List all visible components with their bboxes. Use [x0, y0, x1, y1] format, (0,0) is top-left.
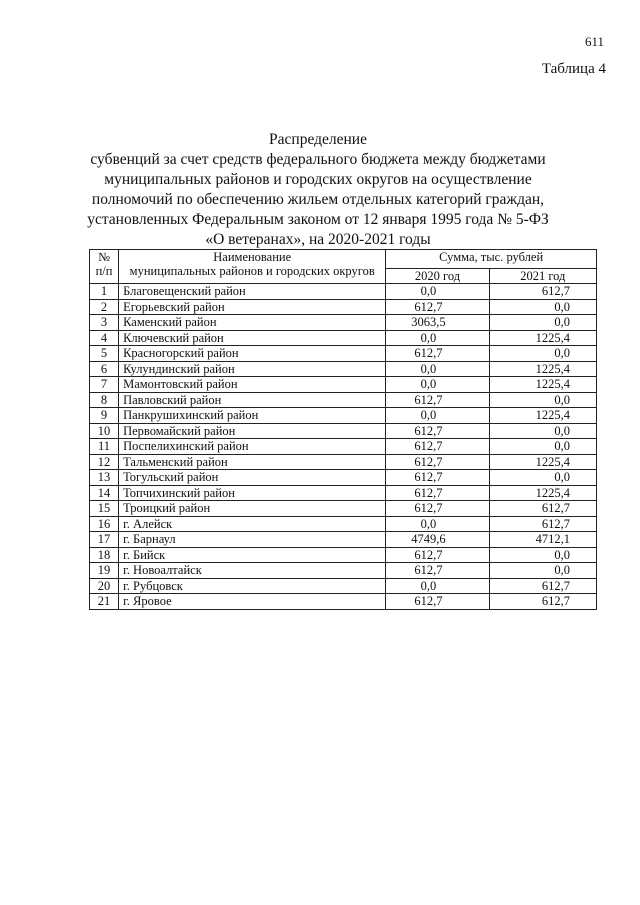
row-number-cell: 8 — [90, 392, 119, 408]
row-2020-value-cell: 612,7 — [386, 299, 489, 315]
row-name-cell: Красногорский район — [119, 346, 386, 362]
table-row — [90, 501, 597, 517]
row-2020-value-cell: 612,7 — [386, 454, 489, 470]
row-name-cell: Павловский район — [119, 392, 386, 408]
row-2021-value-cell: 1225,4 — [489, 408, 596, 424]
row-name-cell: г. Новоалтайск — [119, 563, 386, 579]
row-2021-value-cell: 612,7 — [489, 516, 596, 532]
row-2020-value-cell: 612,7 — [386, 563, 489, 579]
row-2020-value-cell: 0,0 — [386, 361, 489, 377]
row-2021-value-cell: 0,0 — [489, 392, 596, 408]
table-body — [90, 284, 597, 610]
row-2020-value-cell: 3063,5 — [386, 315, 489, 331]
row-number-cell: 14 — [90, 485, 119, 501]
table-row — [90, 532, 597, 548]
row-2021-value-cell: 612,7 — [489, 578, 596, 594]
page-number: 611 — [584, 34, 604, 49]
distribution-table — [89, 249, 597, 610]
row-number-cell: 19 — [90, 563, 119, 579]
row-2020-value-cell: 612,7 — [386, 594, 489, 610]
row-number-cell: 13 — [90, 470, 119, 486]
header-sum-cell: Сумма, тыс. рублей — [386, 250, 597, 269]
row-name-cell: Панкрушихинский район — [119, 408, 386, 424]
row-2020-value-cell: 0,0 — [386, 330, 489, 346]
row-name-cell: Благовещенский район — [119, 284, 386, 300]
row-2020-value-cell: 612,7 — [386, 485, 489, 501]
row-number-cell: 2 — [90, 299, 119, 315]
title-line: полномочий по обеспечению жильем отдельных категорий граждан, — [91, 191, 545, 208]
row-name-cell: Топчихинский район — [119, 485, 386, 501]
row-2020-value-cell: 612,7 — [386, 439, 489, 455]
row-2021-value-cell: 0,0 — [489, 439, 596, 455]
header-number-abbrev: п/п — [95, 264, 113, 278]
table-row — [90, 454, 597, 470]
row-2020-value-cell: 0,0 — [386, 284, 489, 300]
row-name-cell: Ключевский район — [119, 330, 386, 346]
header-number-cell — [90, 250, 119, 284]
table-row — [90, 315, 597, 331]
row-2021-value-cell: 0,0 — [489, 547, 596, 563]
title-line: муниципальных районов и городских округов на осуществление — [104, 171, 532, 188]
row-number-cell: 17 — [90, 532, 119, 548]
table-header — [90, 250, 597, 284]
table-row — [90, 594, 597, 610]
table-row — [90, 377, 597, 393]
row-number-cell: 15 — [90, 501, 119, 517]
title-line: Распределение — [269, 131, 367, 148]
table-label: Таблица 4 — [541, 61, 606, 77]
row-name-cell: г. Бийск — [119, 547, 386, 563]
row-name-cell: Троицкий район — [119, 501, 386, 517]
row-name-cell: Мамонтовский район — [119, 377, 386, 393]
title-line: «О ветеранах», на 2020-2021 годы — [205, 231, 431, 248]
row-2020-value-cell: 612,7 — [386, 392, 489, 408]
table-row — [90, 563, 597, 579]
row-number-cell: 11 — [90, 439, 119, 455]
row-2021-value-cell: 0,0 — [489, 299, 596, 315]
header-number-symbol: № — [98, 250, 111, 264]
table-row — [90, 516, 597, 532]
header-year-2021: 2021 год — [489, 269, 596, 284]
header-name-line2: муниципальных районов и городских округов — [129, 264, 375, 278]
row-number-cell: 9 — [90, 408, 119, 424]
row-number-cell: 4 — [90, 330, 119, 346]
row-number-cell: 1 — [90, 284, 119, 300]
row-2021-value-cell: 0,0 — [489, 470, 596, 486]
row-2021-value-cell: 1225,4 — [489, 454, 596, 470]
row-number-cell: 10 — [90, 423, 119, 439]
row-2020-value-cell: 612,7 — [386, 547, 489, 563]
row-2020-value-cell: 612,7 — [386, 470, 489, 486]
row-name-cell: Егорьевский район — [119, 299, 386, 315]
title-line: субвенций за счет средств федерального бюджета между бюджетами — [90, 151, 546, 168]
row-number-cell: 7 — [90, 377, 119, 393]
table-row — [90, 439, 597, 455]
table-row — [90, 299, 597, 315]
document-title — [80, 130, 556, 250]
header-name-cell — [119, 250, 386, 284]
table-row — [90, 346, 597, 362]
row-number-cell: 16 — [90, 516, 119, 532]
row-number-cell: 5 — [90, 346, 119, 362]
table-row — [90, 284, 597, 300]
table-row — [90, 361, 597, 377]
row-name-cell: Первомайский район — [119, 423, 386, 439]
row-number-cell: 18 — [90, 547, 119, 563]
row-2020-value-cell: 0,0 — [386, 516, 489, 532]
row-name-cell: Тальменский район — [119, 454, 386, 470]
row-2020-value-cell: 0,0 — [386, 578, 489, 594]
table-row — [90, 408, 597, 424]
row-name-cell: г. Барнаул — [119, 532, 386, 548]
row-number-cell: 12 — [90, 454, 119, 470]
table-row — [90, 547, 597, 563]
row-name-cell: г. Алейск — [119, 516, 386, 532]
row-number-cell: 21 — [90, 594, 119, 610]
row-2020-value-cell: 612,7 — [386, 501, 489, 517]
row-name-cell: Тогульский район — [119, 470, 386, 486]
row-2021-value-cell: 1225,4 — [489, 377, 596, 393]
table-row — [90, 392, 597, 408]
row-2021-value-cell: 0,0 — [489, 315, 596, 331]
row-name-cell: г. Рубцовск — [119, 578, 386, 594]
table-row — [90, 330, 597, 346]
table-row — [90, 470, 597, 486]
row-2021-value-cell: 0,0 — [489, 346, 596, 362]
row-2021-value-cell: 612,7 — [489, 501, 596, 517]
row-2021-value-cell: 4712,1 — [489, 532, 596, 548]
row-2020-value-cell: 612,7 — [386, 346, 489, 362]
row-name-cell: г. Яровое — [119, 594, 386, 610]
row-2021-value-cell: 612,7 — [489, 594, 596, 610]
table-row — [90, 423, 597, 439]
row-2021-value-cell: 612,7 — [489, 284, 596, 300]
row-2021-value-cell: 0,0 — [489, 423, 596, 439]
header-year-2020: 2020 год — [386, 269, 489, 284]
row-2021-value-cell: 0,0 — [489, 563, 596, 579]
row-number-cell: 20 — [90, 578, 119, 594]
row-number-cell: 6 — [90, 361, 119, 377]
header-name-line1: Наименование — [213, 250, 292, 264]
row-2020-value-cell: 4749,6 — [386, 532, 489, 548]
row-2020-value-cell: 0,0 — [386, 408, 489, 424]
row-2020-value-cell: 612,7 — [386, 423, 489, 439]
row-number-cell: 3 — [90, 315, 119, 331]
row-2021-value-cell: 1225,4 — [489, 485, 596, 501]
row-name-cell: Кулундинский район — [119, 361, 386, 377]
table-row — [90, 578, 597, 594]
title-line: установленных Федеральным законом от 12 января 1995 года № 5-ФЗ — [87, 211, 549, 228]
row-2021-value-cell: 1225,4 — [489, 361, 596, 377]
table-row — [90, 485, 597, 501]
row-2020-value-cell: 0,0 — [386, 377, 489, 393]
row-name-cell: Каменский район — [119, 315, 386, 331]
row-name-cell: Поспелихинский район — [119, 439, 386, 455]
row-2021-value-cell: 1225,4 — [489, 330, 596, 346]
